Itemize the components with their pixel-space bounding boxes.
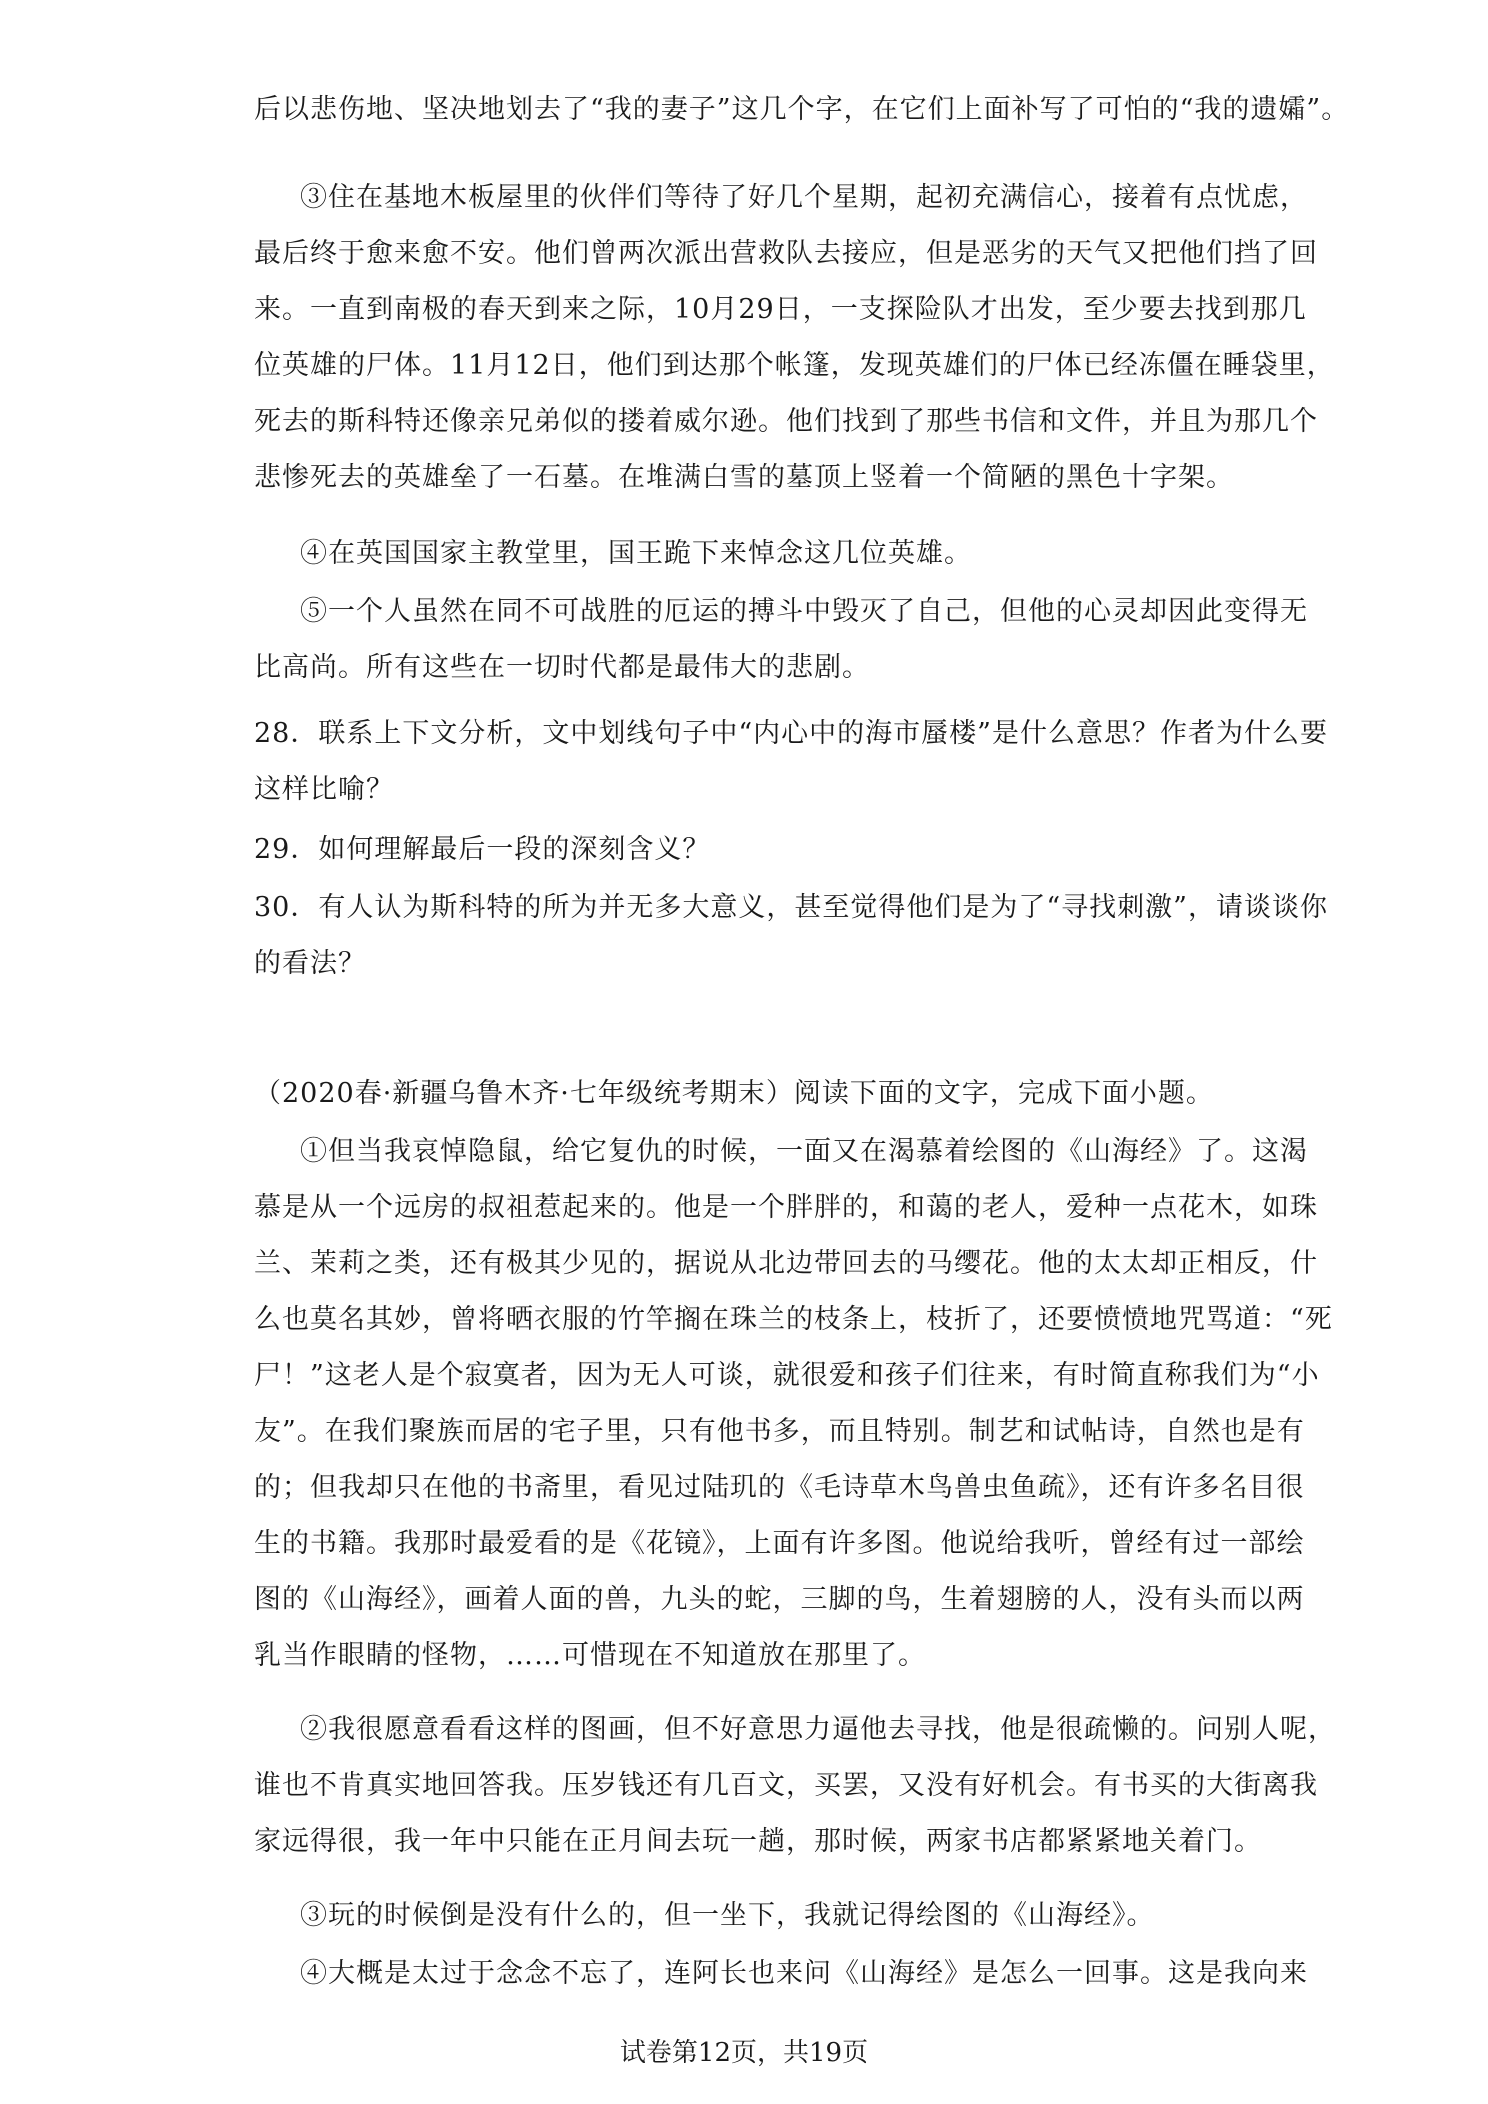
paragraph-3-line: 最后终于愈来愈不安。他们曾两次派出营救队去接应，但是恶劣的天气又把他们挡了回	[254, 238, 1318, 269]
paragraph-3-line: ③住在基地木板屋里的伙伴们等待了好几个星期，起初充满信心，接着有点忧虑，	[300, 182, 1308, 213]
paragraph-4: ④在英国国家主教堂里，国王跪下来悼念这几位英雄。	[300, 538, 972, 569]
page-footer: 试卷第12页，共19页	[619, 2038, 869, 2068]
paragraph-5-line: 比高尚。所有这些在一切时代都是最伟大的悲剧。	[254, 652, 870, 683]
second-paragraph-1-line: 友”。在我们聚族而居的宅子里，只有他书多，而且特别。制艺和试帖诗，自然也是有	[254, 1416, 1305, 1447]
paragraph-5-line: ⑤一个人虽然在同不可战胜的厄运的搏斗中毁灭了自己，但他的心灵却因此变得无	[300, 596, 1308, 627]
second-paragraph-2-line: 谁也不肯真实地回答我。压岁钱还有几百文，买罢，又没有好机会。有书买的大街离我	[254, 1770, 1318, 1801]
second-paragraph-1-line: 生的书籍。我那时最爱看的是《花镜》，上面有许多图。他说给我听，曾经有过一部绘	[254, 1528, 1305, 1559]
second-paragraph-1-line: 慕是从一个远房的叔祖惹起来的。他是一个胖胖的，和蔼的老人，爱种一点花木，如珠	[254, 1192, 1318, 1223]
question-28-line: 28．联系上下文分析，文中划线句子中“内心中的海市蜃楼”是什么意思？作者为什么要	[254, 718, 1328, 749]
second-paragraph-2-line: ②我很愿意看看这样的图画，但不好意思力逼他去寻找，他是很疏懒的。问别人呢，	[300, 1714, 1336, 1745]
question-29: 29．如何理解最后一段的深刻含义？	[254, 834, 711, 865]
passage-line: 后以悲伤地、坚决地划去了“我的妻子”这几个字，在它们上面补写了可怕的“我的遗孀”。	[254, 94, 1350, 125]
question-30-line: 30．有人认为斯科特的所为并无多大意义，甚至觉得他们是为了“寻找刺激”，请谈谈你	[254, 892, 1328, 923]
second-paragraph-3: ③玩的时候倒是没有什么的，但一坐下，我就记得绘图的《山海经》。	[300, 1900, 1155, 1931]
question-28-line: 这样比喻？	[254, 774, 394, 805]
second-paragraph-1-line: 尸！”这老人是个寂寞者，因为无人可谈，就很爱和孩子们往来，有时简直称我们为“小	[254, 1360, 1320, 1391]
second-paragraph-1-line: 的；但我却只在他的书斋里，看见过陆玑的《毛诗草木鸟兽虫鱼疏》，还有许多名目很	[254, 1472, 1305, 1503]
second-paragraph-4: ④大概是太过于念念不忘了，连阿长也来问《山海经》是怎么一回事。这是我向来	[300, 1958, 1308, 1989]
second-paragraph-1-line: 兰、茉莉之类，还有极其少见的，据说从北边带回去的马缨花。他的太太却正相反，什	[254, 1248, 1318, 1279]
paragraph-3-line: 死去的斯科特还像亲兄弟似的搂着威尔逊。他们找到了那些书信和文件，并且为那几个	[254, 406, 1318, 437]
second-paragraph-1-line: 乳当作眼睛的怪物，……可惜现在不知道放在那里了。	[254, 1640, 926, 1671]
paragraph-3-line: 悲惨死去的英雄垒了一石墓。在堆满白雪的墓顶上竖着一个简陋的黑色十字架。	[254, 462, 1234, 493]
passage-source-header: （2020春·新疆乌鲁木齐·七年级统考期末）阅读下面的文字，完成下面小题。	[254, 1078, 1214, 1109]
second-paragraph-1-line: 图的《山海经》，画着人面的兽，九头的蛇，三脚的鸟，生着翅膀的人，没有头而以两	[254, 1584, 1305, 1615]
paragraph-3-line: 位英雄的尸体。11月12日，他们到达那个帐篷，发现英雄们的尸体已经冻僵在睡袋里，	[254, 350, 1335, 381]
question-30-line: 的看法？	[254, 948, 366, 979]
second-paragraph-1-line: ①但当我哀悼隐鼠，给它复仇的时候，一面又在渴慕着绘图的《山海经》了。这渴	[300, 1136, 1308, 1167]
second-paragraph-1-line: 么也莫名其妙，曾将晒衣服的竹竿搁在珠兰的枝条上，枝折了，还要愤愤地咒骂道：“死	[254, 1304, 1333, 1335]
paragraph-3-line: 来。一直到南极的春天到来之际，10月29日，一支探险队才出发，至少要去找到那几	[254, 294, 1307, 325]
second-paragraph-2-line: 家远得很，我一年中只能在正月间去玩一趟，那时候，两家书店都紧紧地关着门。	[254, 1826, 1262, 1857]
